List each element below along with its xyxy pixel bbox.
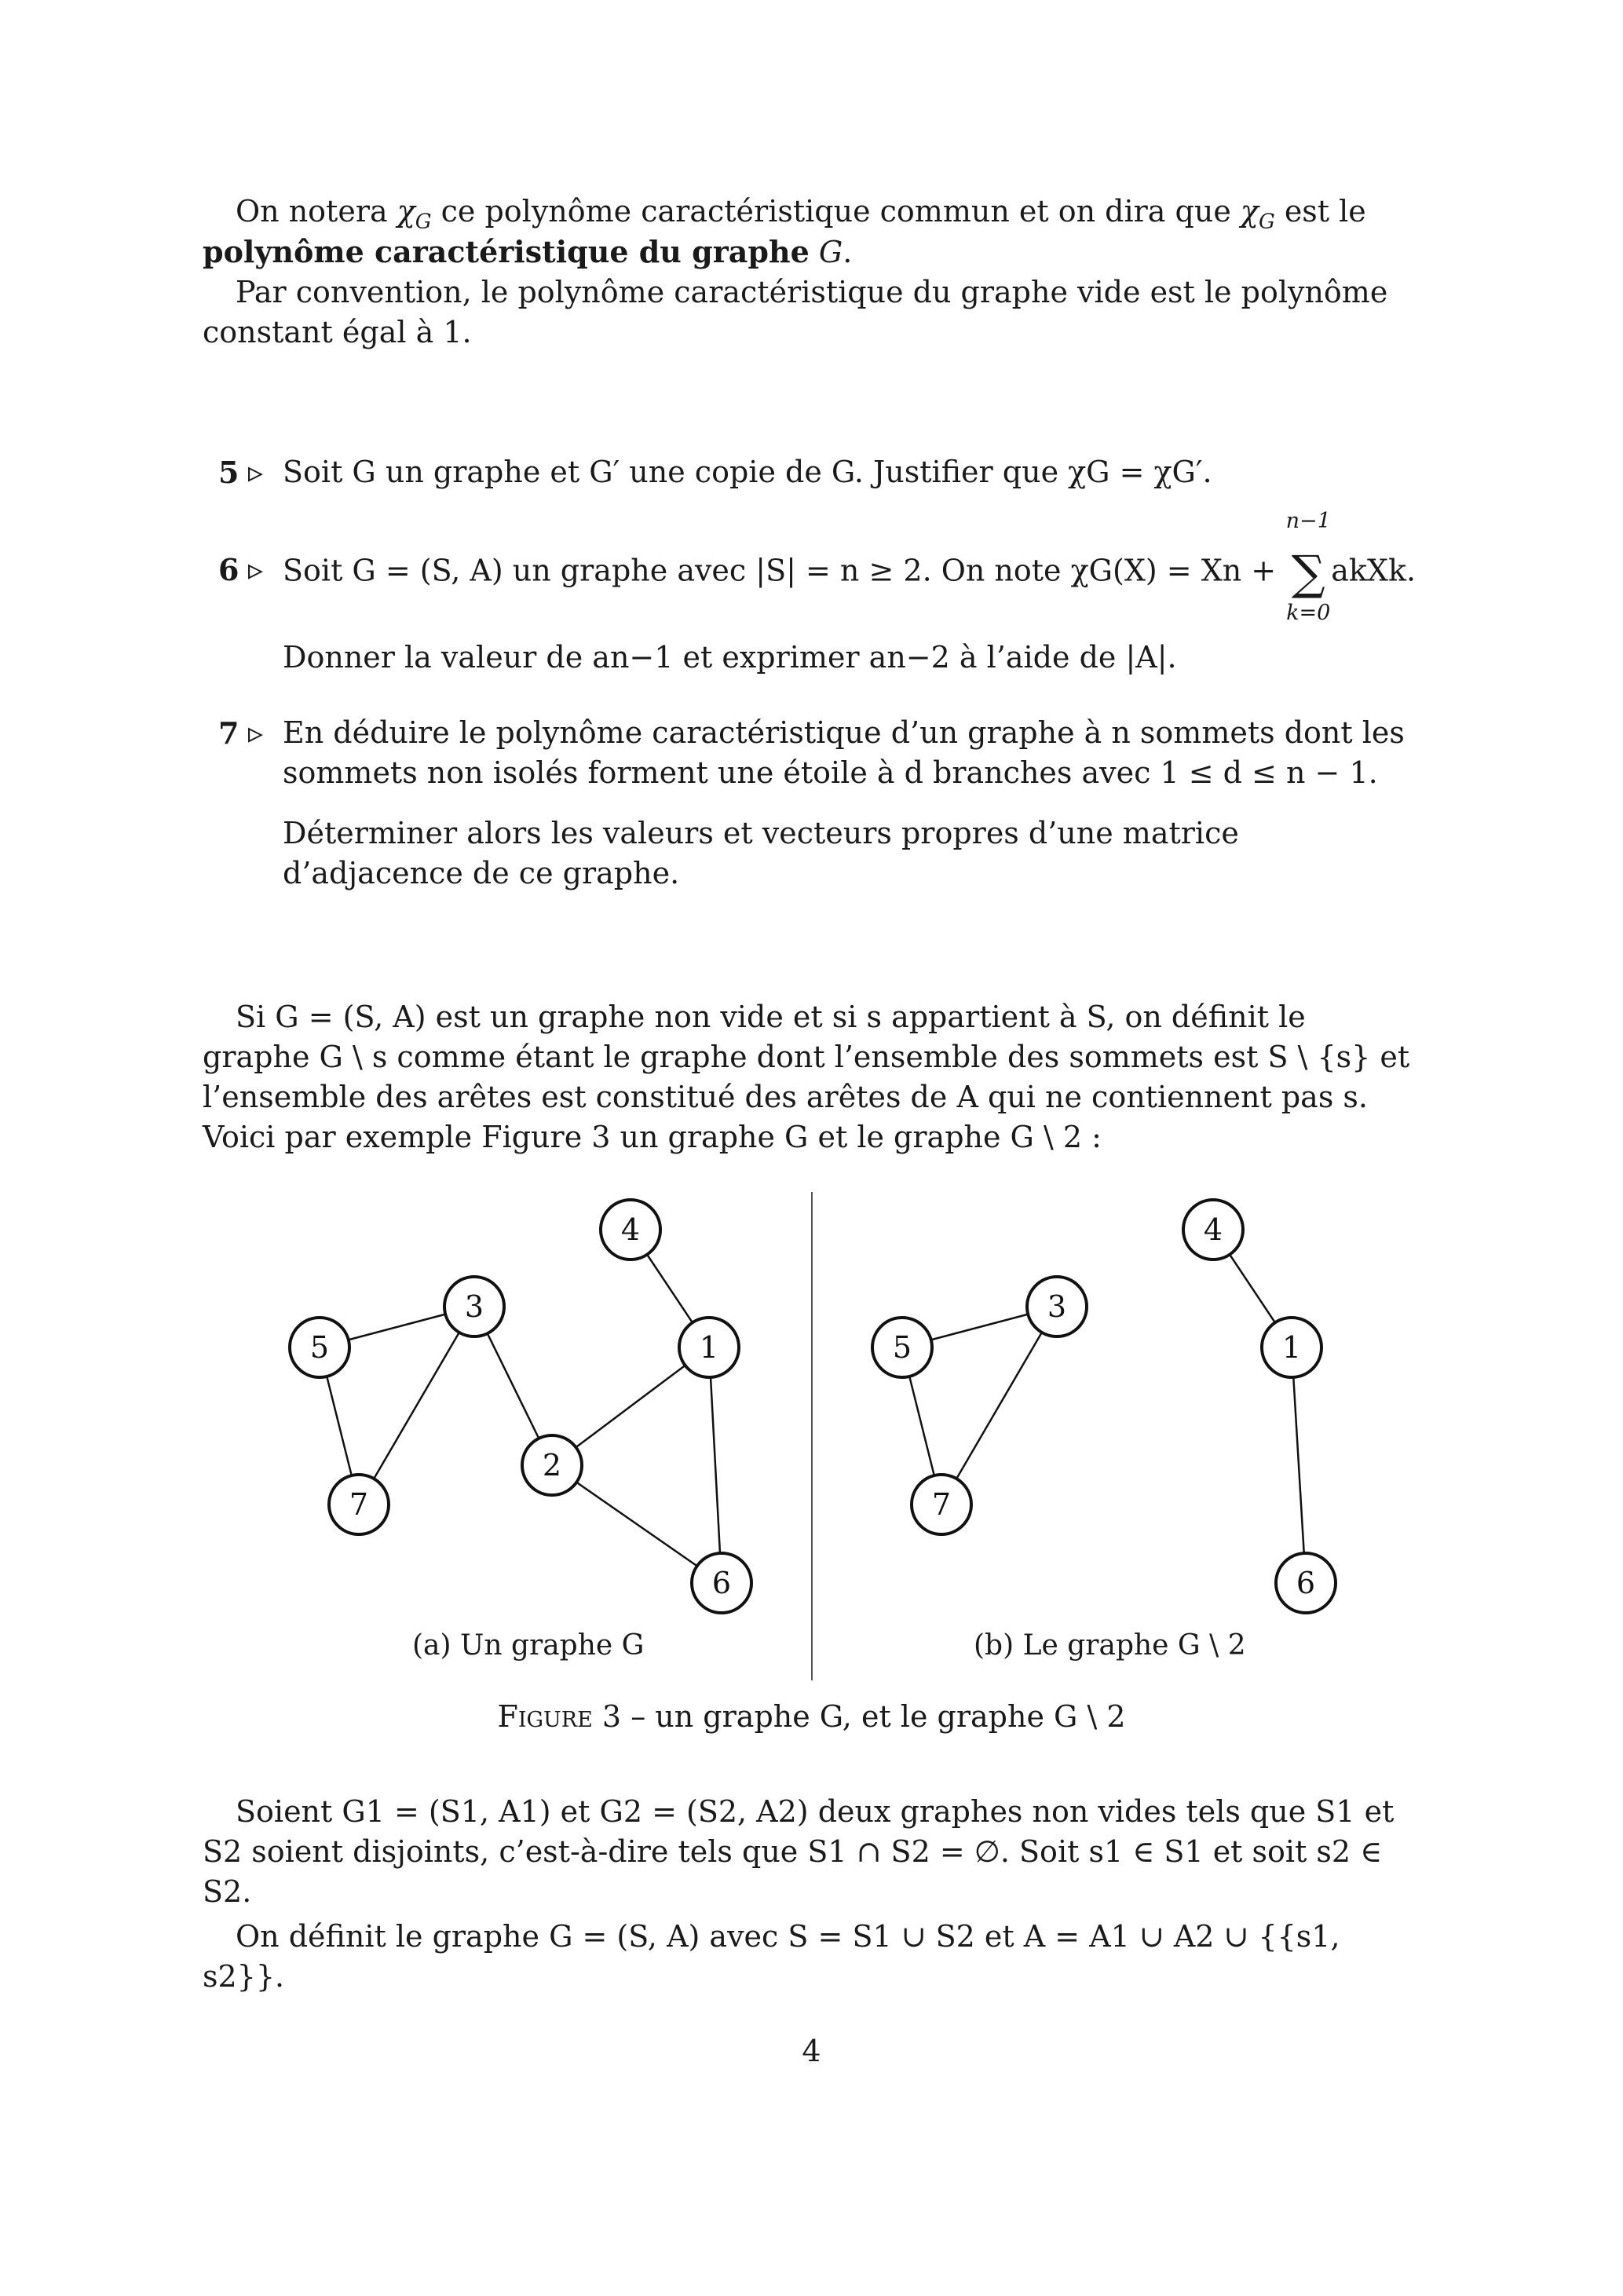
triangle-marker-icon: ▹ xyxy=(248,715,264,750)
node-label-5: 5 xyxy=(309,1330,330,1365)
edge-1-6 xyxy=(1292,1347,1306,1583)
question-number: 7 xyxy=(218,715,239,751)
edge-3-7 xyxy=(359,1307,474,1504)
question-number: 6 xyxy=(218,552,239,587)
question-7 xyxy=(218,713,1421,901)
question-text: Soit G = (S, A) un graphe avec |S| = n ≥ 2. On note χG(X) = Xn + n−1 ∑ k=0 akXk. xyxy=(283,509,1416,625)
paragraph-notation: On notera $\chi_G$ ce polynôme caractéristique commun et on dira que $\chi_G$ est le polynôme caractéristique du graphe G. xyxy=(203,194,1366,269)
edge-3-7 xyxy=(941,1307,1057,1504)
graph-a xyxy=(290,1200,751,1613)
node-label-3: 3 xyxy=(1047,1289,1067,1324)
page-number: 4 xyxy=(802,2034,821,2068)
summation-symbol: n−1 ∑ k=0 xyxy=(1285,509,1331,625)
node-label-6: 6 xyxy=(711,1566,732,1600)
node-label-7: 7 xyxy=(931,1487,952,1522)
question-subtext: Donner la valeur de an−1 et exprimer an−2 à l’aide de |A|. xyxy=(283,640,1177,675)
node-label-1: 1 xyxy=(1281,1330,1302,1365)
bold-term: polynôme caractéristique du graphe xyxy=(203,234,810,269)
paragraph-definition: Si G = (S, A) est un graphe non vide et si s appartient à S, on définit le graphe G \ s comme étant le graphe dont l’ensemble des sommets est S \ {s} et l’ensemble des arêtes est constitué des arêtes de A qui ne contiennent pas s. Voici par exemple Figure 3 un graphe G et le graphe G \ 2 : xyxy=(203,1000,1410,1154)
node-label-6: 6 xyxy=(1296,1566,1316,1600)
figure-3 xyxy=(0,1178,1623,1696)
node-label-3: 3 xyxy=(464,1289,484,1324)
paragraph-union xyxy=(203,1792,1421,1997)
node-label-5: 5 xyxy=(892,1330,912,1365)
node-label-2: 2 xyxy=(542,1448,562,1483)
question-text: Soit G un graphe et G′ une copie de G. Justifier que χG = χG′. xyxy=(283,455,1212,489)
subcaption-a: (a) Un graphe G xyxy=(412,1629,645,1662)
triangle-marker-icon: ▹ xyxy=(248,552,264,587)
subcaption-b: (b) Le graphe G \ 2 xyxy=(974,1629,1246,1662)
question-text: En déduire le polynôme caractéristique d’un graphe à n sommets dont les sommets non isolés forment une étoile à d branches avec 1 ≤ d ≤ n − 1. xyxy=(283,715,1405,790)
question-number: 5 xyxy=(218,455,239,490)
node-label-4: 4 xyxy=(620,1212,641,1247)
node-label-7: 7 xyxy=(349,1487,369,1522)
edge-1-6 xyxy=(709,1347,722,1583)
node-label-1: 1 xyxy=(699,1330,719,1365)
question-subtext: Déterminer alors les valeurs et vecteurs propres d’une matrice d’adjacence de ce graphe. xyxy=(283,816,1239,890)
question-5 xyxy=(218,452,1421,493)
graph-b xyxy=(872,1200,1336,1613)
paragraph-intro xyxy=(203,192,1421,353)
paragraph-define-g: On définit le graphe G = (S, A) avec S = S1 ∪ S2 et A = A1 ∪ A2 ∪ {{s1, s2}}. xyxy=(203,1919,1340,1994)
paragraph-convention: Par convention, le polynôme caractéristique du graphe vide est le polynôme constant égal à 1. xyxy=(203,275,1388,349)
question-6 xyxy=(218,509,1421,683)
node-label-4: 4 xyxy=(1203,1212,1223,1247)
paragraph-disjoint: Soient G1 = (S1, A1) et G2 = (S2, A2) deux graphes non vides tels que S1 et S2 soient disjoints, c’est-à-dire tels que S1 ∩ S2 = ∅. Soit s1 ∈ S1 et soit s2 ∈ S2. xyxy=(203,1794,1395,1909)
figure-caption: Figure 3 – un graphe G, et le graphe G \ 2 xyxy=(497,1699,1126,1734)
triangle-marker-icon: ▹ xyxy=(248,455,264,489)
